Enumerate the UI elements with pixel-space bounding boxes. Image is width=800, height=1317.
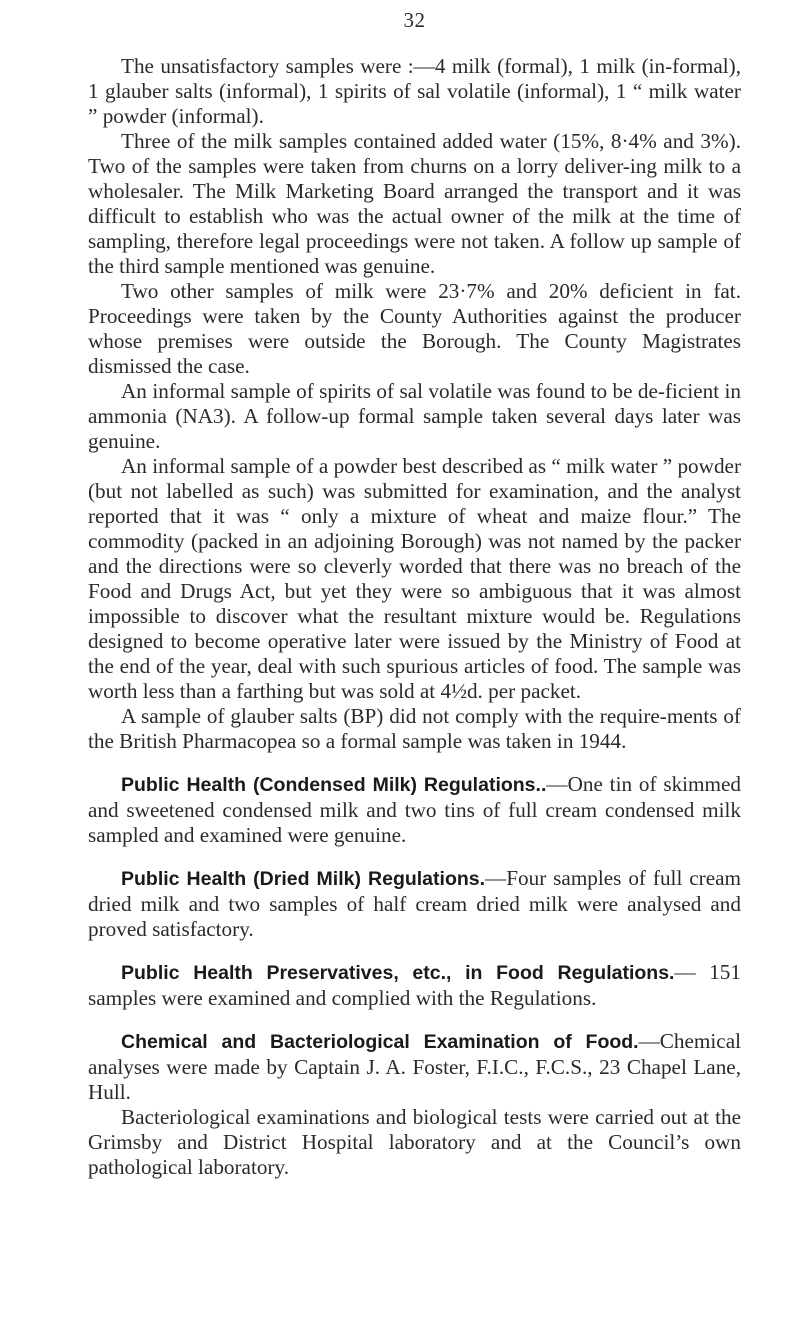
page-number: 32 <box>403 8 426 32</box>
section-heading: Public Health (Condensed Milk) Regulations.. <box>121 774 547 796</box>
paragraph-unsatisfactory-samples: The unsatisfactory samples were :—4 milk (formal), 1 milk (in-formal), 1 glauber salts (informal), 1 spirits of sal volatile (informal), 1 “ milk water ” powder (informal). <box>88 54 741 128</box>
section-text: — 151 samples were examined and complied with the Regulations. <box>88 960 741 1010</box>
section-heading: Public Health (Dried Milk) Regulations. <box>121 868 486 890</box>
section-preservatives <box>88 960 741 1011</box>
section-condensed-milk <box>88 772 741 848</box>
section-dried-milk <box>88 866 741 942</box>
section-text: —One tin of skimmed and sweetened condensed milk and two tins of full cream condensed milk sampled and examined were genuine. <box>88 772 742 847</box>
paragraph-deficient-fat: Two other samples of milk were 23·7% and 20% deficient in fat. Proceedings were taken by the County Authorities against the producer whose premises were outside the Borough. The County Magistrates dismissed the case. <box>88 279 741 378</box>
paragraph-milk-water-powder: An informal sample of a powder best described as “ milk water ” powder (but not labelled as such) was submitted for examination, and the analyst reported that it was “ only a mixture of wheat and maize flour.” The commodity (packed in an adjoining Borough) was not named by the packer and the directions were so cleverly worded that there was no breach of the Food and Drugs Act, but yet they were so ambiguous that it was almost impossible to discover what the resultant mixture would be. Regulations designed to become operative later were issued by the Ministry of Food at the end of the year, deal with such spurious articles of food. The sample was worth less than a farthing but was sold at 4½d. per packet. <box>88 454 741 703</box>
section-heading: Public Health Preservatives, etc., in Food Regulations. <box>121 962 675 984</box>
paragraph-glauber-salts: A sample of glauber salts (BP) did not comply with the require-ments of the British Pharmacopea so a formal sample was taken in 1944. <box>88 704 741 753</box>
paragraph-added-water: Three of the milk samples contained added water (15%, 8·4% and 3%). Two of the samples were taken from churns on a lorry deliver-ing milk to a wholesaler. The Milk Marketing Board arranged the transport and it was difficult to establish who was the actual owner of the milk at the time of sampling, therefore legal proceedings were not taken. A follow up sample of the third sample mentioned was genuine. <box>88 129 741 278</box>
section-text: —Chemical analyses were made by Captain J. A. Foster, F.I.C., F.C.S., 23 Chapel Lane, Hull. <box>88 1029 741 1104</box>
section-text: —Four samples of full cream dried milk and two samples of half cream dried milk were analysed and proved satisfactory. <box>88 866 741 941</box>
section-heading: Chemical and Bacteriological Examination of Food. <box>121 1031 639 1053</box>
paragraph-bacteriological-examinations: Bacteriological examinations and biological tests were carried out at the Grimsby and District Hospital laboratory and at the Council’s own pathological laboratory. <box>88 1105 741 1179</box>
paragraph-sal-volatile: An informal sample of spirits of sal volatile was found to be de-ficient in ammonia (NA3). A follow-up formal sample taken several days later was genuine. <box>88 379 741 453</box>
document-body <box>88 54 741 1180</box>
section-chemical-bacteriological <box>88 1029 741 1105</box>
